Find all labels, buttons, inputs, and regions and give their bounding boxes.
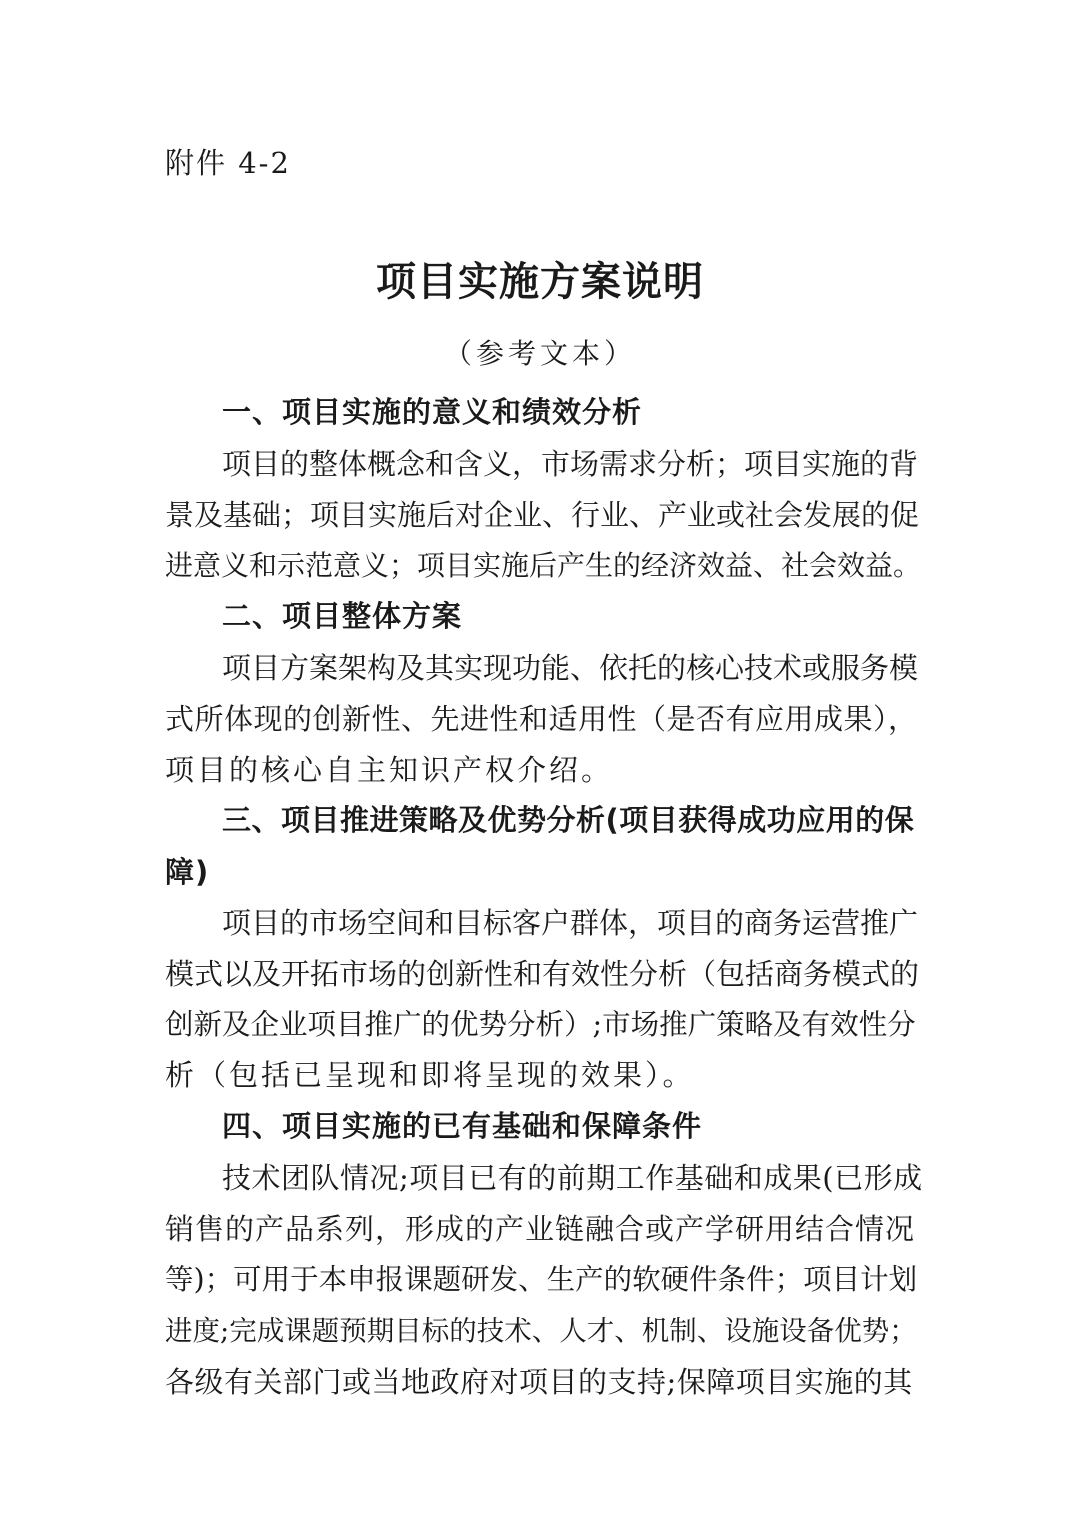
- paragraph-line: 项目的整体概念和含义，市场需求分析；项目实施的背: [222, 447, 919, 481]
- section-heading: 二、项目整体方案: [222, 599, 463, 633]
- paragraph-line: 技术团队情况;项目已有的前期工作基础和成果(已形成: [222, 1161, 923, 1195]
- section-heading: 四、项目实施的已有基础和保障条件: [222, 1109, 703, 1143]
- paragraph-line: 项目方案架构及其实现功能、依托的核心技术或服务模: [222, 651, 919, 685]
- paragraph-line: 模式以及开拓市场的创新性和有效性分析（包括商务模式的: [165, 957, 920, 991]
- paragraph-line: 进度;完成课题预期目标的技术、人才、机制、设施设备优势；: [165, 1315, 917, 1347]
- attachment-label: 附件 4-2: [165, 146, 291, 180]
- paragraph-line: 创新及企业项目推广的优势分析）;市场推广策略及有效性分: [165, 1008, 916, 1041]
- paragraph-line: 销售的产品系列，形成的产业链融合或产学研用结合情况: [165, 1212, 916, 1246]
- paragraph-line: 进意义和示范意义；项目实施后产生的经济效益、社会效益。: [165, 549, 922, 582]
- page-title: 项目实施方案说明: [376, 259, 704, 305]
- paragraph-line: 式所体现的创新性、先进性和适用性（是否有应用成果），: [165, 702, 918, 736]
- paragraph-line: 项目的市场空间和目标客户群体，项目的商务运营推广: [222, 906, 919, 940]
- paragraph-line: 景及基础；项目实施后对企业、行业、产业或社会发展的促: [165, 498, 920, 532]
- paragraph-line: 等)；可用于本申报课题研发、生产的软硬件条件；项目计划: [165, 1263, 918, 1296]
- page-subtitle: （参考文本）: [443, 337, 636, 370]
- section-heading: 一、项目实施的意义和绩效分析: [222, 395, 643, 429]
- paragraph-line: 项目的核心自主知识产权介绍。: [165, 753, 614, 787]
- section-heading: 三、项目推进策略及优势分析(项目获得成功应用的保: [222, 803, 915, 837]
- section-heading-continuation: 障): [165, 855, 210, 889]
- paragraph-line: 析（包括已呈现和即将呈现的效果）。: [165, 1058, 695, 1092]
- paragraph-line: 各级有关部门或当地政府对项目的支持;保障项目实施的其: [165, 1365, 913, 1399]
